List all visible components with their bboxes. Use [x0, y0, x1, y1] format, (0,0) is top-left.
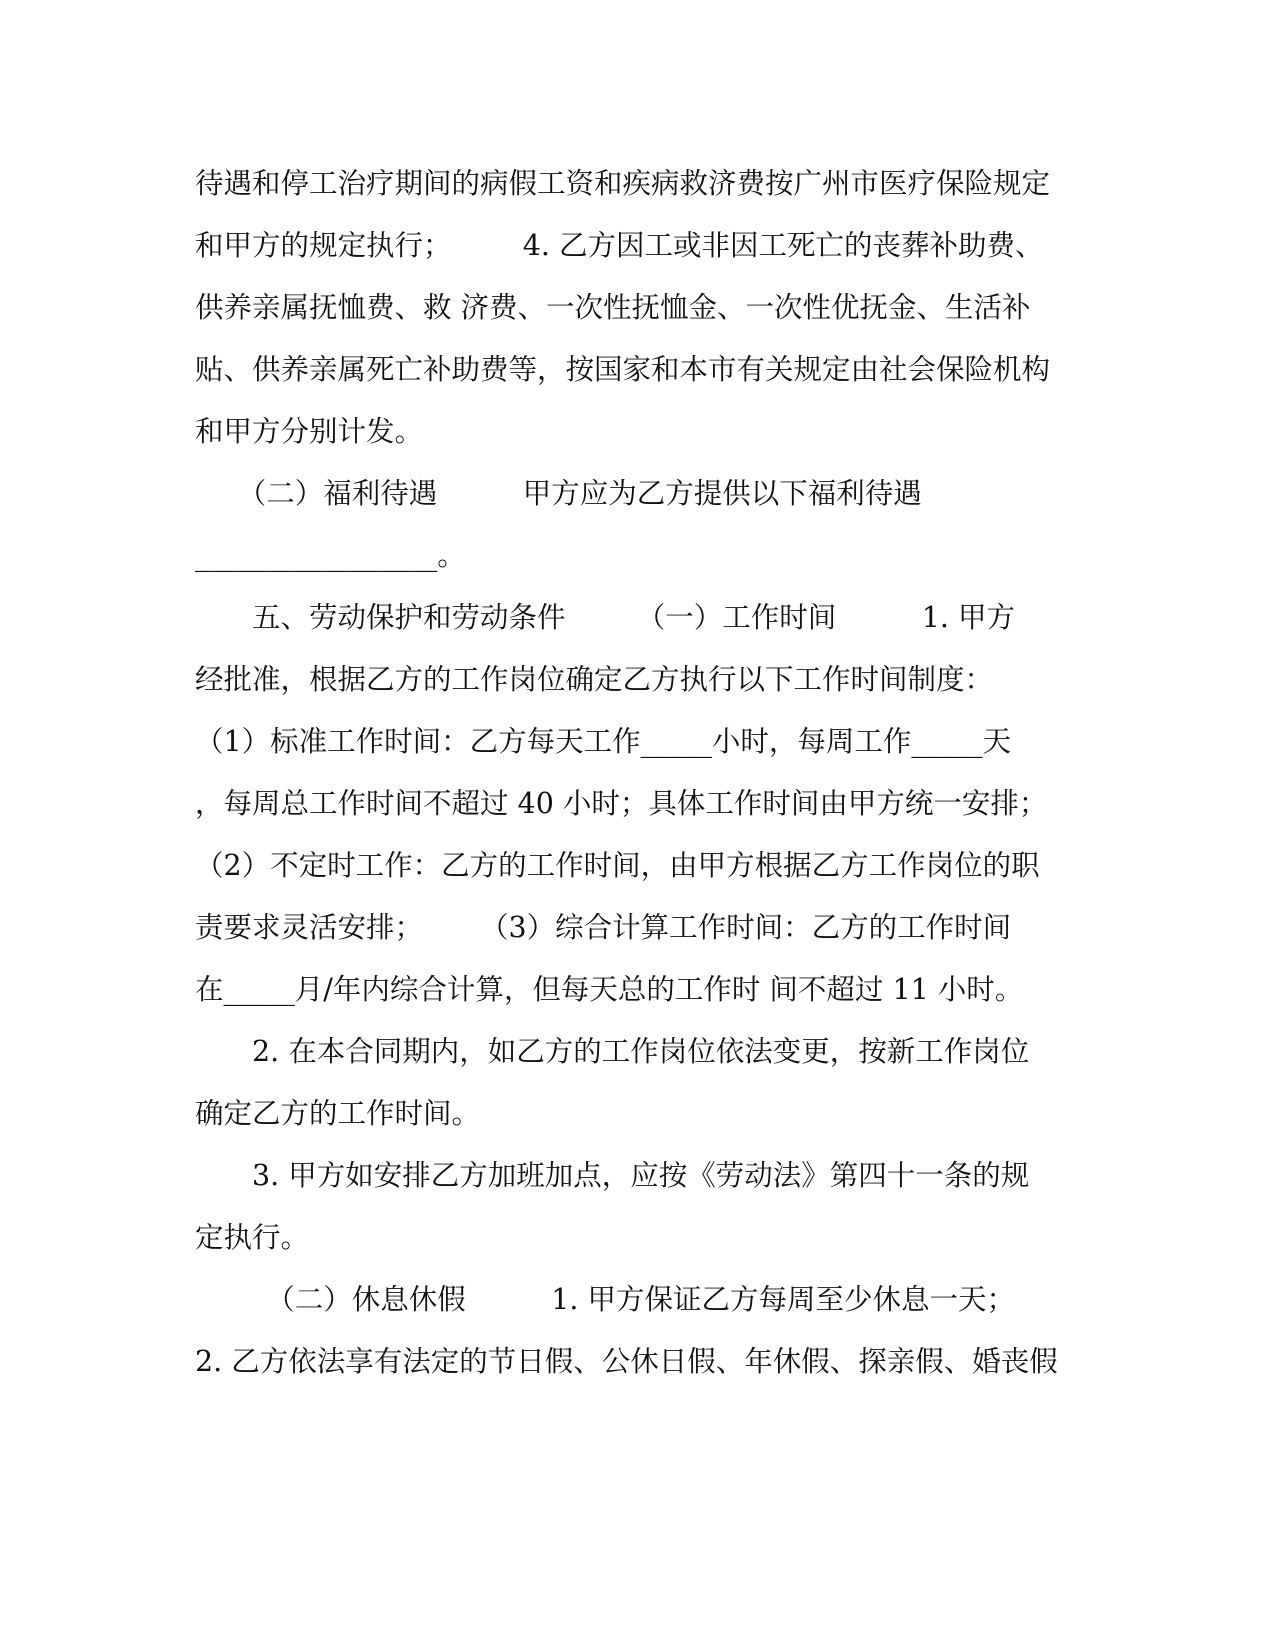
text-line: 2. 在本合同期内，如乙方的工作岗位依法变更，按新工作岗位	[195, 1035, 1030, 1068]
text-line: 待遇和停工治疗期间的病假工资和疾病救济费按广州市医疗保险规定	[195, 167, 1051, 200]
text-line: 在_____月/年内综合计算，但每天总的工作时 间不超过 11 小时。	[195, 973, 1024, 1006]
text-line: （二）休息休假 1. 甲方保证乙方每周至少休息一天；	[195, 1283, 1016, 1316]
text-line: 确定乙方的工作时间。	[195, 1097, 481, 1130]
text-line: 定执行。	[195, 1221, 310, 1254]
text-line: 五、劳动保护和劳动条件 （一）工作时间 1. 甲方	[195, 601, 1016, 634]
text-line: ，每周总工作时间不超过 40 小时；具体工作时间由甲方统一安排；	[195, 787, 1048, 820]
text-line: 2. 乙方依法享有法定的节日假、公休日假、年休假、探亲假、婚丧假	[195, 1345, 1058, 1378]
text-line: 贴、供养亲属死亡补助费等，按国家和本市有关规定由社会保险机构	[195, 353, 1051, 386]
text-line: 3. 甲方如安排乙方加班加点，应按《劳动法》第四十一条的规	[195, 1159, 1030, 1192]
text-line: （2）不定时工作：乙方的工作时间，由甲方根据乙方工作岗位的职	[195, 849, 1040, 882]
text-line: _________________。	[195, 539, 466, 572]
text-line: （二）福利待遇 甲方应为乙方提供以下福利待遇	[195, 477, 922, 510]
text-line: 供养亲属抚恤费、救 济费、一次性抚恤金、一次性优抚金、生活补	[195, 291, 1031, 324]
text-line: 和甲方的规定执行； 4. 乙方因工或非因工死亡的丧葬补助费、	[195, 229, 1044, 262]
text-line: 责要求灵活安排； （3）综合计算工作时间：乙方的工作时间	[195, 911, 1012, 944]
text-line: （1）标准工作时间：乙方每天工作_____小时，每周工作_____天	[195, 725, 1012, 758]
text-line: 和甲方分别计发。	[195, 415, 424, 448]
text-line: 经批准，根据乙方的工作岗位确定乙方执行以下工作时间制度：	[195, 663, 994, 696]
